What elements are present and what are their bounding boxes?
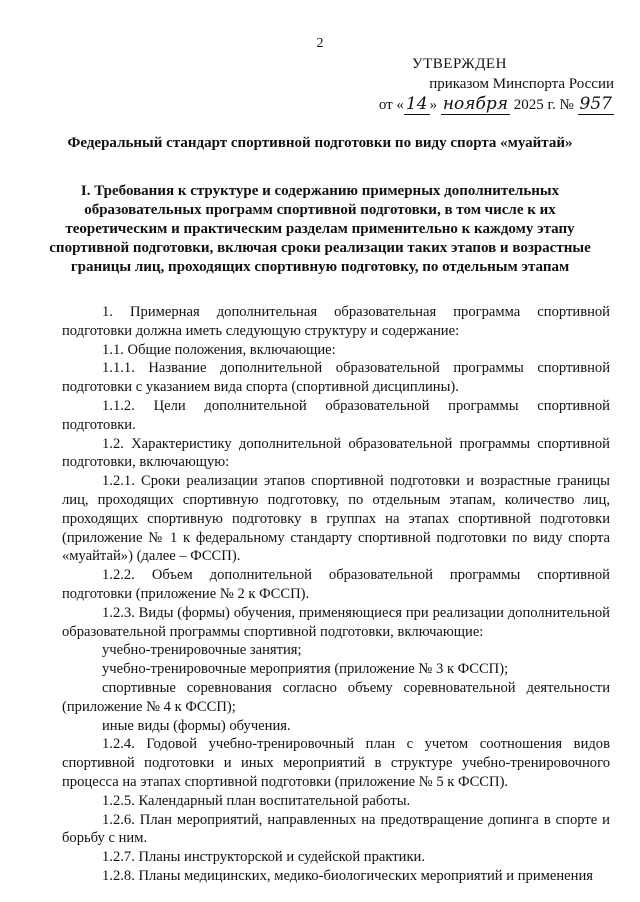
paragraph: 1.2.1. Сроки реализации этапов спортивной подготовки и возрастные границы лиц, проходящих спортивную подготовку, по отдельным этапам, количество лиц, проходящих спортивную подготовку в группах на этапах спортивной подготовки (приложение № 1 к федеральному стандарту спортивной подготовки по виду спорта «муайтай») (далее – ФССП). bbox=[62, 473, 610, 565]
date-month-handwritten: ноября bbox=[442, 94, 509, 114]
page-number: 2 bbox=[316, 36, 324, 51]
approval-date-line bbox=[354, 94, 614, 115]
date-day-handwritten: 14 bbox=[405, 94, 428, 114]
order-number-handwritten: 957 bbox=[579, 94, 612, 114]
date-prefix: от « bbox=[378, 97, 404, 113]
date-year: 2025 г. № bbox=[513, 97, 574, 113]
paragraph: иные виды (формы) обучения. bbox=[102, 717, 291, 734]
paragraph: 1.2.4. Годовой учебно-тренировочный план с учетом соотношения видов спортивной подготовки и иных мероприятий в структуре учебно-тренировочного процесса на этапах спортивной подготовки (приложение № 5 к ФССП). bbox=[62, 736, 610, 790]
paragraph: 1.2.8. Планы медицинских, медико-биологических мероприятий и применения bbox=[102, 867, 593, 884]
approval-block bbox=[354, 54, 614, 115]
paragraph: 1.2.3. Виды (формы) обучения, применяющиеся при реализации дополнительной образовательной программы спортивной подготовки, включающие: bbox=[62, 604, 610, 640]
paragraph: 1.2.2. Объем дополнительной образовательной программы спортивной подготовки (приложение № 2 к ФССП). bbox=[62, 567, 610, 602]
document-body bbox=[62, 303, 610, 886]
date-mid: » bbox=[429, 97, 438, 113]
paragraph: 1.2.5. Календарный план воспитательной работы. bbox=[102, 792, 411, 809]
section-title: I. Требования к структуре и содержанию примерных дополнительных образовательных программ спортивной подготовки, в том числе к их теоретическим и практическим разделам применительно к каждому этапу спортивной подготовки, включая сроки реализации таких этапов и возрастные границы лиц, проходящих спортивную подготовку, по отдельным этапам bbox=[49, 183, 591, 275]
paragraph: учебно-тренировочные занятия; bbox=[102, 642, 302, 659]
paragraph: 1.1.2. Цели дополнительной образовательной программы спортивной подготовки. bbox=[62, 397, 610, 433]
document-title: Федеральный стандарт спортивной подготовки по виду спорта «муайтай» bbox=[67, 135, 573, 151]
paragraph: 1.2. Характеристику дополнительной образовательной программы спортивной подготовки, включающую: bbox=[62, 435, 610, 471]
paragraph: 1.2.7. Планы инструкторской и судейской практики. bbox=[102, 849, 425, 866]
paragraph: 1.2.6. План мероприятий, направленных на предотвращение допинга в спорте и борьбу с ним. bbox=[62, 811, 610, 847]
paragraph: 1. Примерная дополнительная образовательная программа спортивной подготовки должна иметь следующую структуру и содержание: bbox=[62, 304, 610, 339]
approval-order: приказом Минспорта России bbox=[429, 76, 614, 92]
approval-heading: УТВЕРЖДЕН bbox=[412, 56, 507, 72]
paragraph: 1.1.1. Название дополнительной образовательной программы спортивной подготовки с указанием вида спорта (спортивной дисциплины). bbox=[62, 360, 610, 396]
paragraph: спортивные соревнования согласно объему соревновательной деятельности (приложение № 4 к ФССП); bbox=[62, 679, 610, 715]
paragraph: учебно-тренировочные мероприятия (приложение № 3 к ФССП); bbox=[102, 661, 509, 678]
paragraph: 1.1. Общие положения, включающие: bbox=[102, 341, 336, 358]
